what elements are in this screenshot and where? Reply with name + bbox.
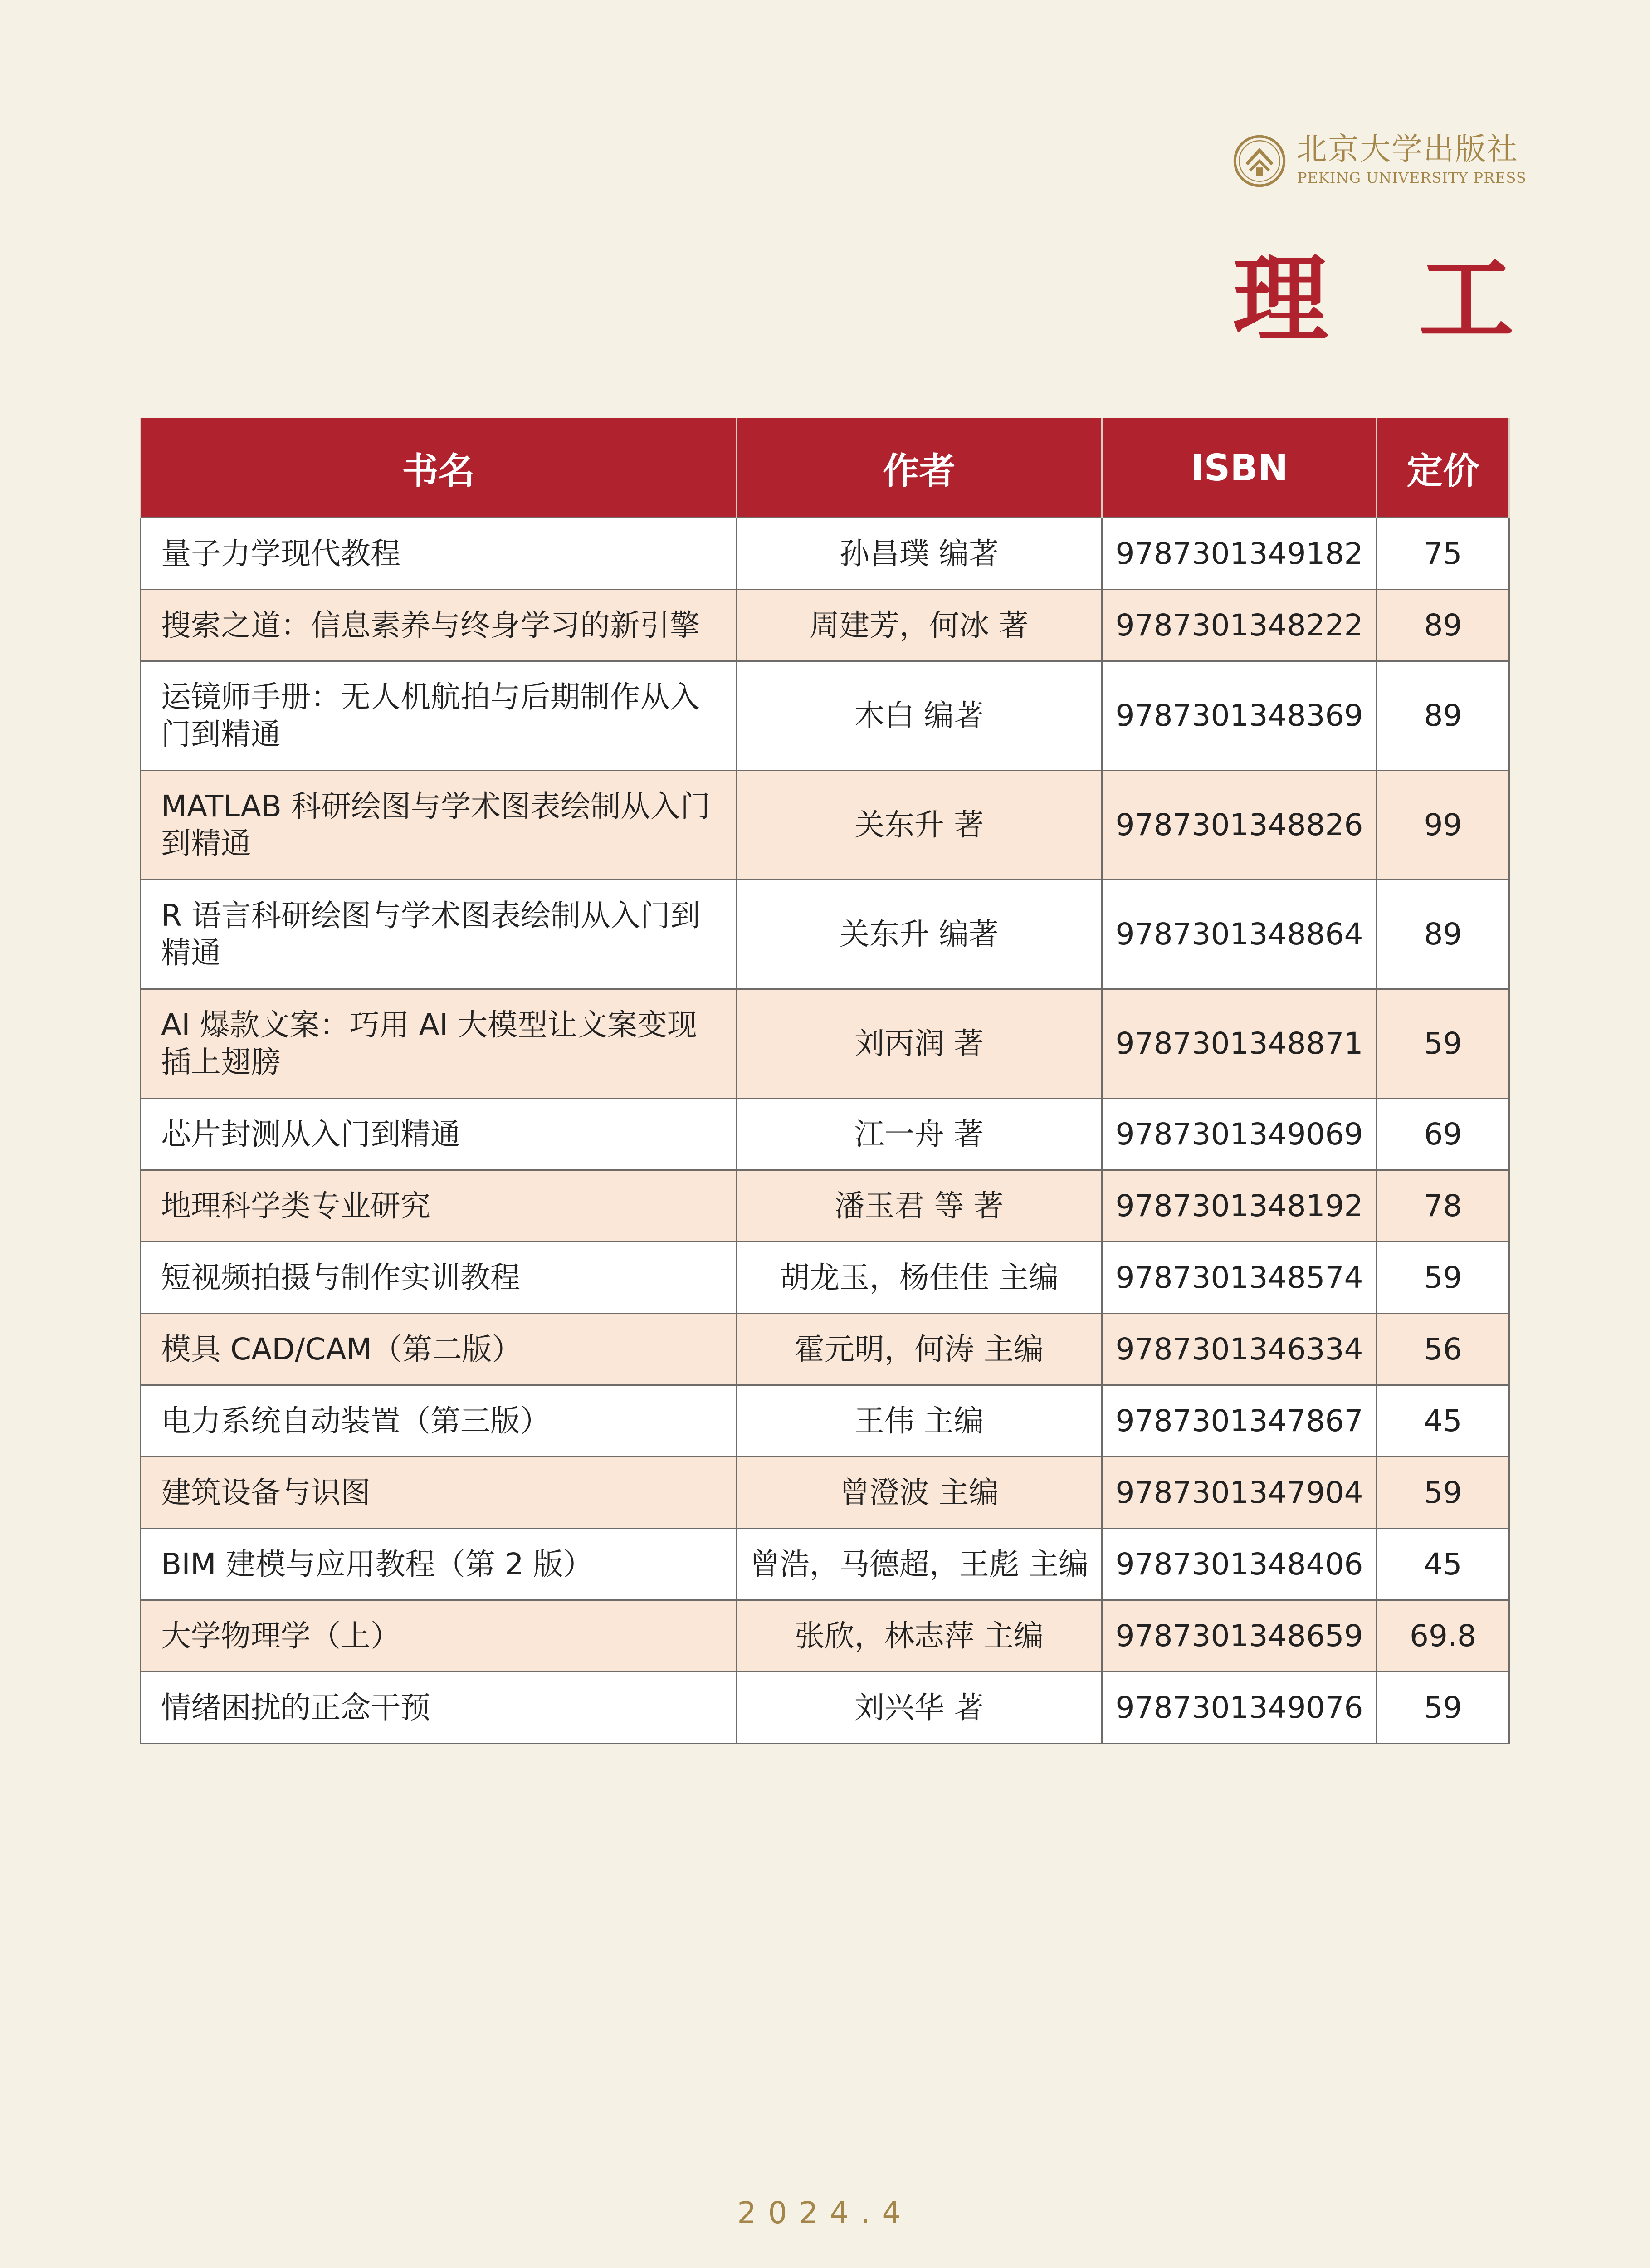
book-isbn: 9787301349182	[1102, 518, 1377, 590]
book-author: 江一舟 著	[737, 1099, 1102, 1170]
book-author: 潘玉君 等 著	[737, 1170, 1102, 1242]
book-table	[140, 418, 1510, 1744]
column-header-author: 作者	[737, 418, 1102, 518]
column-header-isbn: ISBN	[1102, 418, 1377, 518]
book-title: AI 爆款文案：巧用 AI 大模型让文案变现插上翅膀	[141, 989, 737, 1099]
book-title: 情绪困扰的正念干预	[141, 1672, 737, 1744]
university-seal-icon	[1233, 134, 1286, 188]
book-price: 69	[1377, 1099, 1509, 1170]
book-price: 78	[1377, 1170, 1509, 1242]
book-title: 量子力学现代教程	[141, 518, 737, 590]
book-price: 69.8	[1377, 1600, 1509, 1672]
column-header-price: 定价	[1377, 418, 1509, 518]
book-isbn: 9787301348369	[1102, 661, 1377, 771]
book-price: 89	[1377, 880, 1509, 989]
book-isbn: 9787301348871	[1102, 989, 1377, 1099]
book-author: 霍元明，何涛 主编	[737, 1314, 1102, 1385]
book-isbn: 9787301349069	[1102, 1099, 1377, 1170]
book-title: 电力系统自动装置（第三版）	[141, 1385, 737, 1457]
book-price: 75	[1377, 518, 1509, 590]
book-title: 大学物理学（上）	[141, 1600, 737, 1672]
book-title: MATLAB 科研绘图与学术图表绘制从入门到精通	[141, 771, 737, 880]
publisher-logo	[1233, 132, 1527, 191]
table-row	[141, 661, 1509, 771]
table-row	[141, 1385, 1509, 1457]
book-author: 王伟 主编	[737, 1385, 1102, 1457]
publisher-name-en: PEKING UNIVERSITY PRESS	[1297, 169, 1527, 186]
book-author: 胡龙玉，杨佳佳 主编	[737, 1242, 1102, 1314]
book-author: 周建芳，何冰 著	[737, 590, 1102, 661]
table-row	[141, 1529, 1509, 1600]
table-row	[141, 590, 1509, 661]
book-price: 59	[1377, 1672, 1509, 1744]
publisher-name-cn: 北京大学出版社	[1296, 132, 1519, 167]
book-isbn: 9787301348406	[1102, 1529, 1377, 1600]
table-row	[141, 1672, 1509, 1744]
table-row	[141, 1099, 1509, 1170]
book-isbn: 9787301348659	[1102, 1600, 1377, 1672]
book-author: 曾澄波 主编	[737, 1457, 1102, 1529]
book-author: 孙昌璞 编著	[737, 518, 1102, 590]
book-price: 59	[1377, 989, 1509, 1099]
book-isbn: 9787301347904	[1102, 1457, 1377, 1529]
book-isbn: 9787301346334	[1102, 1314, 1377, 1385]
book-author: 关东升 编著	[737, 880, 1102, 989]
book-title: 模具 CAD/CAM（第二版）	[141, 1314, 737, 1385]
book-title: BIM 建模与应用教程（第 2 版）	[141, 1529, 737, 1600]
book-author: 张欣，林志萍 主编	[737, 1600, 1102, 1672]
table-row	[141, 1314, 1509, 1385]
table-row	[141, 1170, 1509, 1242]
table-row	[141, 1457, 1509, 1529]
book-author: 刘丙润 著	[737, 989, 1102, 1099]
book-isbn: 9787301348826	[1102, 771, 1377, 880]
column-header-title: 书名	[141, 418, 737, 518]
book-price: 45	[1377, 1385, 1509, 1457]
book-title: 短视频拍摄与制作实训教程	[141, 1242, 737, 1314]
book-price: 89	[1377, 661, 1509, 771]
book-title: 地理科学类专业研究	[141, 1170, 737, 1242]
footer-date: 2024.4	[737, 2195, 913, 2230]
book-author: 关东升 著	[737, 771, 1102, 880]
book-isbn: 9787301348864	[1102, 880, 1377, 989]
book-price: 89	[1377, 590, 1509, 661]
book-author: 曾浩，马德超，王彪 主编	[737, 1529, 1102, 1600]
table-row	[141, 880, 1509, 989]
table-row	[141, 771, 1509, 880]
table-row	[141, 989, 1509, 1099]
table-row	[141, 518, 1509, 590]
book-price: 56	[1377, 1314, 1509, 1385]
book-isbn: 9787301348192	[1102, 1170, 1377, 1242]
section-title: 理工	[1232, 243, 1605, 355]
book-title: 建筑设备与识图	[141, 1457, 737, 1529]
book-isbn: 9787301348574	[1102, 1242, 1377, 1314]
book-price: 45	[1377, 1529, 1509, 1600]
book-title: 芯片封测从入门到精通	[141, 1099, 737, 1170]
book-isbn: 9787301349076	[1102, 1672, 1377, 1744]
book-author: 刘兴华 著	[737, 1672, 1102, 1744]
book-title: 搜索之道：信息素养与终身学习的新引擎	[141, 590, 737, 661]
book-price: 99	[1377, 771, 1509, 880]
table-header-row	[141, 418, 1509, 518]
book-title: R 语言科研绘图与学术图表绘制从入门到精通	[141, 880, 737, 989]
book-isbn: 9787301347867	[1102, 1385, 1377, 1457]
book-author: 木白 编著	[737, 661, 1102, 771]
book-price: 59	[1377, 1242, 1509, 1314]
book-isbn: 9787301348222	[1102, 590, 1377, 661]
table-row	[141, 1600, 1509, 1672]
table-row	[141, 1242, 1509, 1314]
book-price: 59	[1377, 1457, 1509, 1529]
book-title: 运镜师手册：无人机航拍与后期制作从入门到精通	[141, 661, 737, 771]
